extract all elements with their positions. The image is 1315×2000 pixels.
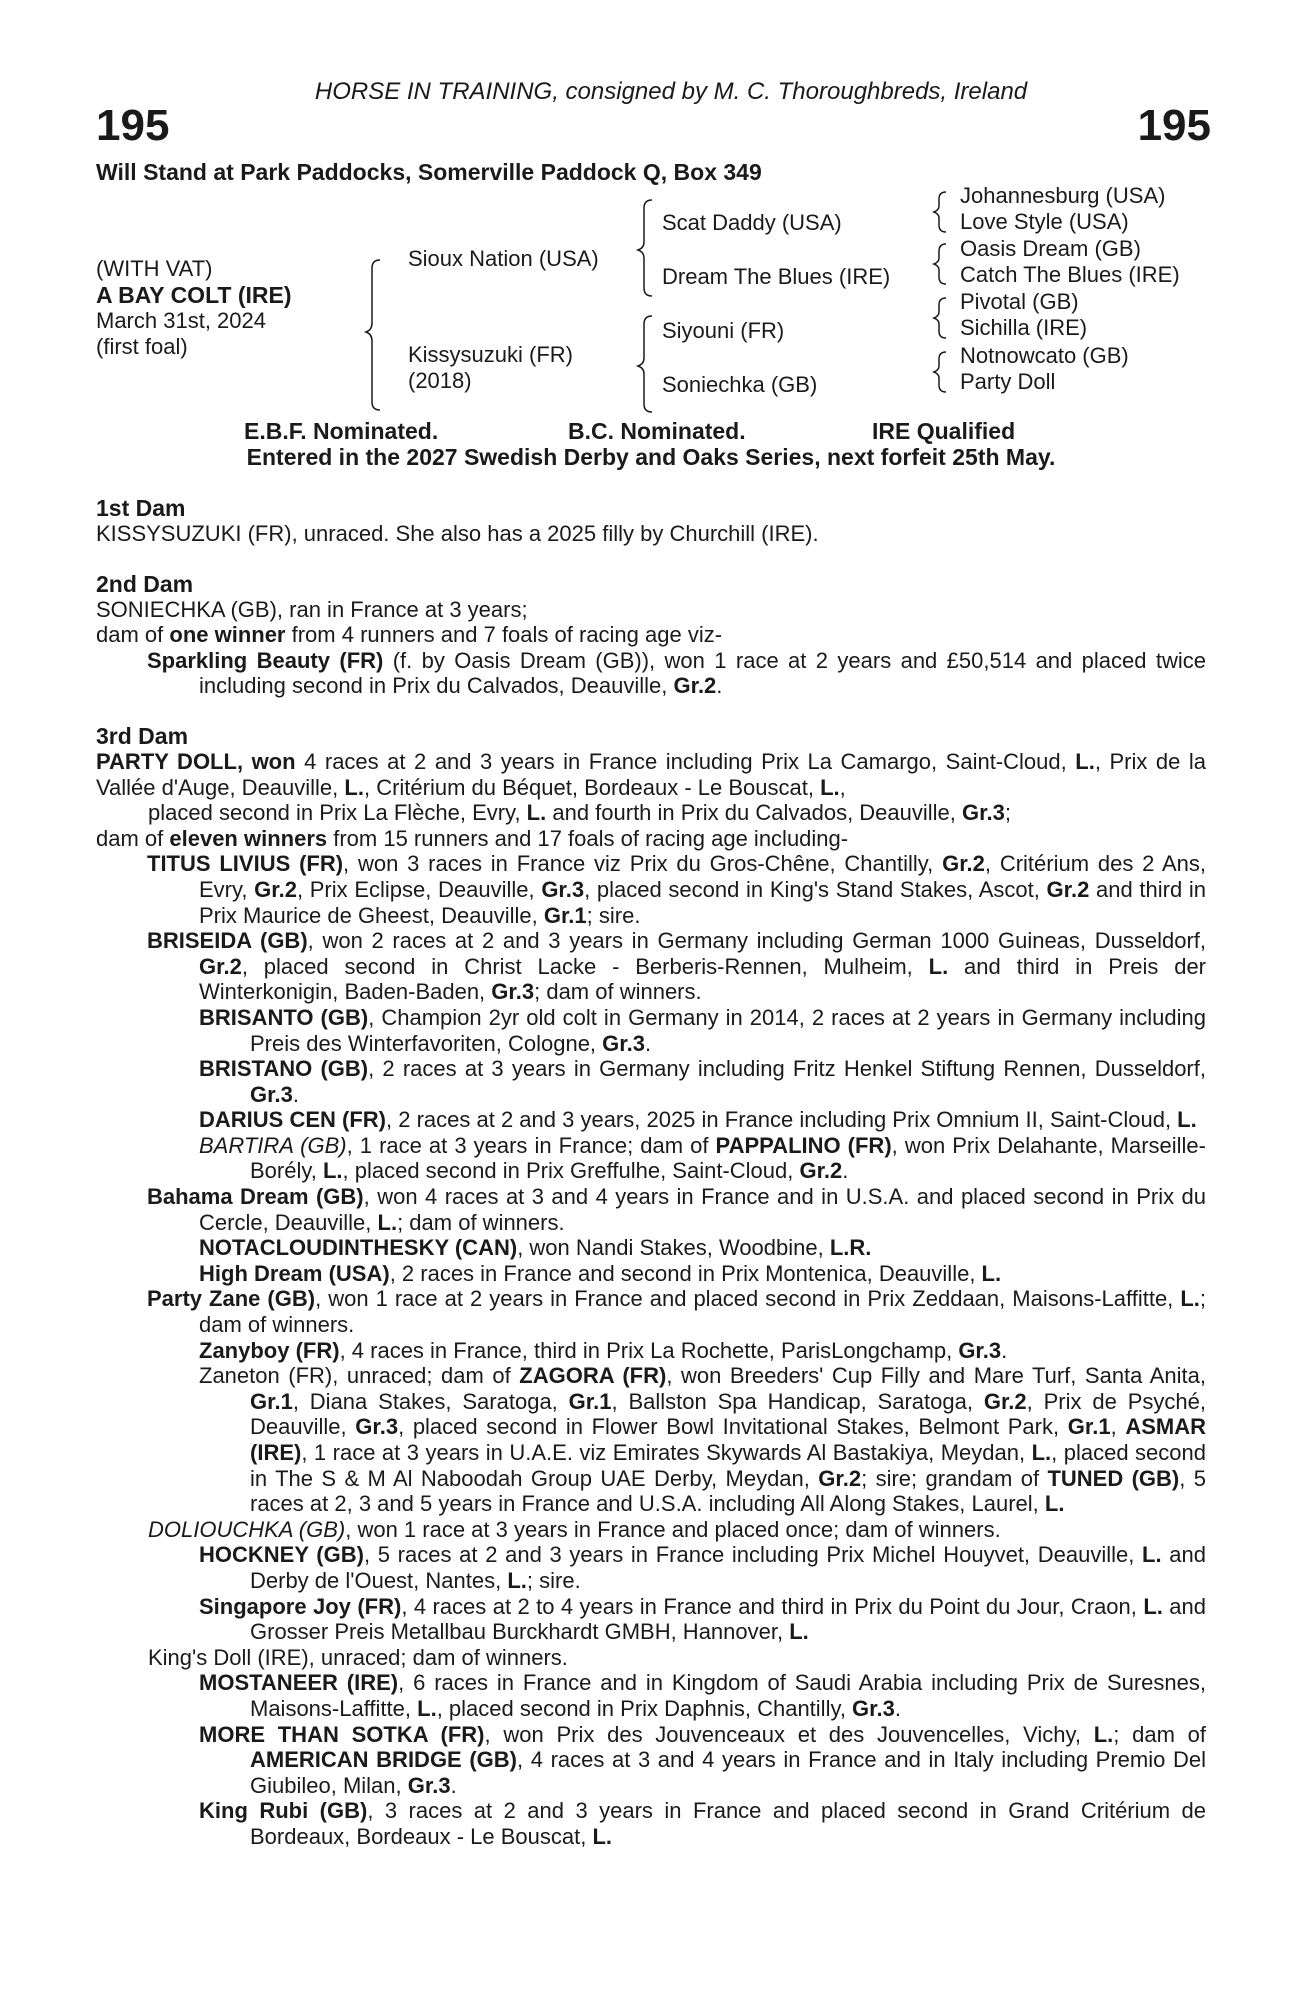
entry-singapore-joy: Singapore Joy (FR), 4 races at 2 to 4 years in France and third in Prix du Point du Jour, Craon, L. and Grosser Preis Metallbau Burckhardt GMBH, Hannover, L. — [199, 1593, 1207, 1645]
entry-doliouchka: DOLIOUCHKA (GB), won 1 race at 3 years in France and placed once; dam of winners. — [148, 1516, 1001, 1542]
entry-king-rubi: King Rubi (GB), 3 races at 2 and 3 years in France and placed second in Grand Critérium de Bordeaux, Bordeaux - Le Bouscat, L. — [199, 1798, 1206, 1849]
second-dam-heading: 2nd Dam — [96, 570, 194, 597]
entry-titus-livius: TITUS LIVIUS (FR), won 3 races in France viz Prix du Gros-Chêne, Chantilly, Gr.2, Critérium des 2 Ans, Evry, Gr.2, Prix Eclipse, Deauville, Gr.3, placed second in King's Stand Stakes, Ascot, Gr.2 and third in Prix Maurice de Gheest, Deauville, Gr.1; sire. — [147, 851, 1207, 928]
entry-bahama-dream: Bahama Dream (GB), won 4 races at 3 and 4 years in France and in U.S.A. and placed second in Prix du Cercle, Deauville, L.; dam of winners. — [147, 1184, 1206, 1235]
third-dam-dam-of: dam of eleven winners from 15 runners and 17 foals of racing age including- — [96, 825, 849, 851]
third-dam-heading: 3rd Dam — [96, 722, 189, 749]
gg-6: Sichilla (IRE) — [960, 315, 1088, 340]
first-dam-section — [96, 495, 1206, 547]
second-dam-line1: SONIECHKA (GB), ran in France at 3 years; — [96, 596, 528, 622]
entry-bristano: BRISTANO (GB), 2 races at 3 years in Germany including Fritz Henkel Stiftung Rennen, Dusseldorf, Gr.3. — [199, 1056, 1206, 1107]
entry-more-than-sotka: MORE THAN SOTKA (FR), won Prix des Jouvenceaux et des Jouvencelles, Vichy, L.; dam of AMERICAN BRIDGE (GB), 4 races at 3 and 4 years in France and in Italy including Premio Del Giubileo, Milan, Gr.3. — [199, 1721, 1206, 1798]
entry-party-zane: Party Zane (GB), won 1 race at 2 years in France and placed second in Prix Zeddaan, Maisons-Laffitte, L.; dam of winners. — [147, 1286, 1206, 1338]
gg-7: Notnowcato (GB) — [960, 343, 1129, 368]
ire-qualified: IRE Qualified — [872, 418, 1016, 444]
dam-sire: Siyouni (FR) — [662, 318, 785, 343]
ebf-nominated: E.B.F. Nominated. — [244, 418, 439, 444]
dam-dam: Soniechka (GB) — [662, 372, 818, 397]
sire: Sioux Nation (USA) — [408, 246, 599, 271]
second-dam-line2: dam of one winner from 4 runners and 7 foals of racing age viz- — [96, 622, 723, 648]
lot-number-left: 195 — [96, 101, 170, 150]
dam: Kissysuzuki (FR) — [408, 342, 574, 367]
gg-4: Catch The Blues (IRE) — [960, 262, 1180, 287]
first-dam-heading: 1st Dam — [96, 495, 186, 521]
stand-info: Will Stand at Park Paddocks, Somerville Paddock Q, Box 349 — [96, 159, 762, 185]
bc-nominated: B.C. Nominated. — [568, 418, 746, 444]
vat-note: (WITH VAT) — [96, 256, 213, 281]
entered-series: Entered in the 2027 Swedish Derby and Oaks Series, next forfeit 25th May. — [246, 444, 1056, 470]
nominations-row — [96, 418, 1206, 444]
entry-bartira: BARTIRA (GB), 1 race at 3 years in France; dam of PAPPALINO (FR), won Prix Delahante, Marseille-Borély, L., placed second in Prix Greffulhe, Saint-Cloud, Gr.2. — [199, 1132, 1206, 1184]
third-dam-section — [96, 723, 1206, 1850]
subject-dob: March 31st, 2024 — [96, 308, 266, 333]
gg-5: Pivotal (GB) — [960, 289, 1079, 314]
consignment-line: HORSE IN TRAINING, consigned by M. C. Thoroughbreds, Ireland — [314, 78, 1028, 105]
lot-number-row — [96, 101, 1211, 154]
entry-zanyboy: Zanyboy (FR), 4 races in France, third in Prix La Rochette, ParisLongchamp, Gr.3. — [199, 1337, 1008, 1363]
entry-sparkling-beauty: Sparkling Beauty (FR) (f. by Oasis Dream (GB)), won 1 race at 2 years and £50,514 and placed twice including second in Prix du Calvados, Deauville, Gr.2. — [147, 647, 1206, 699]
entry-darius-cen: DARIUS CEN (FR), 2 races at 2 and 3 years, 2025 in France including Prix Omnium II, Saint-Cloud, L. — [199, 1107, 1197, 1133]
entry-hockney: HOCKNEY (GB), 5 races at 2 and 3 years in France including Prix Michel Houyvet, Deauville, L. and Derby de l'Ouest, Nantes, L.; sire. — [199, 1542, 1206, 1593]
pedigree-table — [96, 183, 1206, 418]
entry-brisanto: BRISANTO (GB), Champion 2yr old colt in Germany in 2014, 2 races at 2 years in Germany including Preis des Winterfavoriten, Cologne, Gr.3. — [199, 1004, 1206, 1056]
entry-mostaneer: MOSTANEER (IRE), 6 races in France and in Kingdom of Saudi Arabia including Prix de Suresnes, Maisons-Laffitte, L., placed second in Prix Daphnis, Chantilly, Gr.3. — [199, 1670, 1207, 1721]
dam-year: (2018) — [408, 368, 472, 393]
entry-notacloudinthesky: NOTACLOUDINTHESKY (CAN), won Nandi Stakes, Woodbine, L.R. — [199, 1235, 872, 1261]
sire-dam: Dream The Blues (IRE) — [662, 264, 891, 289]
gg-8: Party Doll — [960, 369, 1056, 394]
gg-3: Oasis Dream (GB) — [960, 236, 1141, 261]
entry-high-dream: High Dream (USA), 2 races in France and second in Prix Montenica, Deauville, L. — [199, 1260, 1002, 1286]
gg-2: Love Style (USA) — [960, 209, 1129, 234]
catalogue-page — [96, 78, 1211, 1850]
first-dam-text: KISSYSUZUKI (FR), unraced. She also has a 2025 filly by Churchill (IRE). — [96, 521, 819, 546]
entry-zaneton: Zaneton (FR), unraced; dam of ZAGORA (FR), won Breeders' Cup Filly and Mare Turf, Santa Anita, Gr.1, Diana Stakes, Saratoga, Gr.1, Ballston Spa Handicap, Saratoga, Gr.2, Prix de Psyché, Deauville, Gr.3, placed second in Flower Bowl Invitational Stakes, Belmont Park, Gr.1, ASMAR (IRE), 1 race at 3 years in U.A.E. viz Emirates Skywards Al Bastakiya, Meydan, L., placed second in The S & M Al Naboodah Group UAE Derby, Meydan, Gr.2; sire; grandam of TUNED (GB), 5 races at 2, 3 and 5 years in France and U.S.A. including All Along Stakes, Laurel, L. — [199, 1363, 1206, 1517]
subject-foal-note: (first foal) — [96, 334, 188, 359]
subject-name: A BAY COLT (IRE) — [96, 282, 292, 308]
entry-briseida: BRISEIDA (GB), won 2 races at 2 and 3 years in Germany including German 1000 Guineas, Dusseldorf, Gr.2, placed second in Christ Lacke - Berberis-Rennen, Mulheim, L. and third in Preis der Winterkonigin, Baden-Baden, Gr.3; dam of winners. — [147, 928, 1207, 1005]
lot-number-right: 195 — [1137, 101, 1211, 150]
entry-party-doll-cont: placed second in Prix La Flèche, Evry, L. and fourth in Prix du Calvados, Deauville, Gr.3; — [148, 800, 1011, 826]
entry-kings-doll: King's Doll (IRE), unraced; dam of winners. — [148, 1644, 568, 1670]
sire-sire: Scat Daddy (USA) — [662, 210, 842, 235]
gg-1: Johannesburg (USA) — [960, 183, 1166, 208]
second-dam-section — [96, 571, 1206, 699]
entry-party-doll: PARTY DOLL, won 4 races at 2 and 3 years in France including Prix La Camargo, Saint-Cloud, L., Prix de la Vallée d'Auge, Deauville, L., Critérium du Béquet, Bordeaux - Le Bouscat, L., — [96, 748, 1206, 800]
